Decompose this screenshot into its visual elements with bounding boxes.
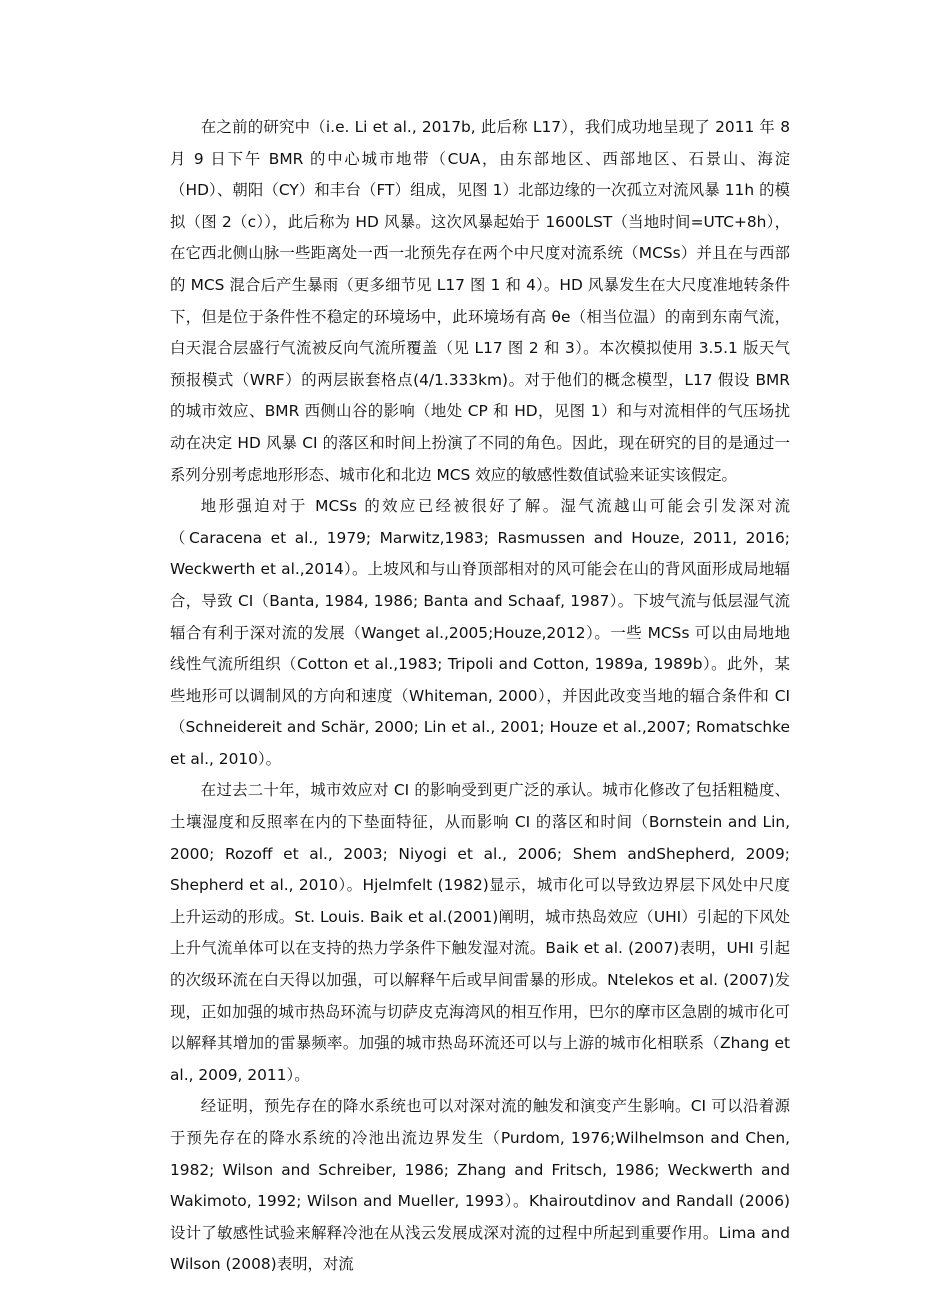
paragraph-4: 经证明，预先存在的降水系统也可以对深对流的触发和演变产生影响。CI 可以沿着源于预先存在的降水系统的冷池出流边界发生（Purdom, 1976;Wilhelmson and Chen, 1982; Wilson and Schreiber, 1986; Zhang and Fritsch, 1986; Weckwerth and Wakimoto, 1992; Wilson and Mueller, 1993）。Khairoutdinov and Randall (2006)设计了敏感性试验来解释冷池在从浅云发展成深对流的过程中所起到重要作用。Lima and Wilson (2008)表明，对流 <box>170 1097 790 1274</box>
paragraph-1: 在之前的研究中（i.e. Li et al., 2017b, 此后称 L17），我们成功地呈现了 2011 年 8 月 9 日下午 BMR 的中心城市地带（CUA，由东部地区、西部地区、石景山、海淀（HD）、朝阳（CY）和丰台（FT）组成，见图 1）北部边缘的一次孤立对流风暴 11h 的模拟（图 2（c）），此后称为 HD 风暴。这次风暴起始于 1600LST（当地时间=UTC+8h），在它西北侧山脉一些距离处一西一北预先存在两个中尺度对流系统（MCSs）并且在与西部的 MCS 混合后产生暴雨（更多细节见 L17 图 1 和 4）。HD 风暴发生在大尺度准地转条件下，但是位于条件性不稳定的环境场中，此环境场有高 θe（相当位温）的南到东南气流，白天混合层盛行气流被反向气流所覆盖（见 L17 图 2 和 3）。本次模拟使用 3.5.1 版天气预报模式（WRF）的两层嵌套格点(4/1.333km)。对于他们的概念模型，L17 假设 BMR 的城市效应、BMR 西侧山谷的影响（地处 CP 和 HD，见图 1）和与对流相伴的气压场扰动在决定 HD 风暴 CI 的落区和时间上扮演了不同的角色。因此，现在研究的目的是通过一系列分别考虑地形形态、城市化和北边 MCS 效应的敏感性数值试验来证实该假定。 <box>170 118 790 484</box>
paragraph-3: 在过去二十年，城市效应对 CI 的影响受到更广泛的承认。城市化修改了包括粗糙度、土壤湿度和反照率在内的下垫面特征，从而影响 CI 的落区和时间（Bornstein and Lin, 2000; Rozoff et al., 2003; Niyogi et al., 2006; Shem andShepherd, 2009; Shepherd et al., 2010）。Hjelmfelt (1982)显示，城市化可以导致边界层下风处中尺度上升运动的形成。St. Louis. Baik et al.(2001)阐明，城市热岛效应（UHI）引起的下风处上升气流单体可以在支持的热力学条件下触发湿对流。Baik et al. (2007)表明，UHI 引起的次级环流在白天得以加强，可以解释午后或早间雷暴的形成。Ntelekos et al. (2007)发现，正如加强的城市热岛环流与切萨皮克海湾风的相互作用，巴尔的摩市区急剧的城市化可以解释其增加的雷暴频率。加强的城市热岛环流还可以与上游的城市化相联系（Zhang et al., 2009, 2011）。 <box>170 781 790 1084</box>
paragraph-2: 地形强迫对于 MCSs 的效应已经被很好了解。湿气流越山可能会引发深对流（Caracena et al., 1979; Marwitz,1983; Rasmussen and Houze, 2011, 2016; Weckwerth et al.,2014）。上坡风和与山脊顶部相对的风可能会在山的背风面形成局地辐合，导致 CI（Banta, 1984, 1986; Banta and Schaaf, 1987）。下坡气流与低层湿气流辐合有利于深对流的发展（Wanget al.,2005;Houze,2012）。一些 MCSs 可以由局地地线性气流所组织（Cotton et al.,1983; Tripoli and Cotton, 1989a, 1989b）。此外，某些地形可以调制风的方向和速度（Whiteman, 2000），并因此改变当地的辐合条件和 CI（Schneidereit and Schär, 2000; Lin et al., 2001; Houze et al.,2007; Romatschke et al., 2010）。 <box>170 497 790 768</box>
body-text <box>170 112 790 1281</box>
